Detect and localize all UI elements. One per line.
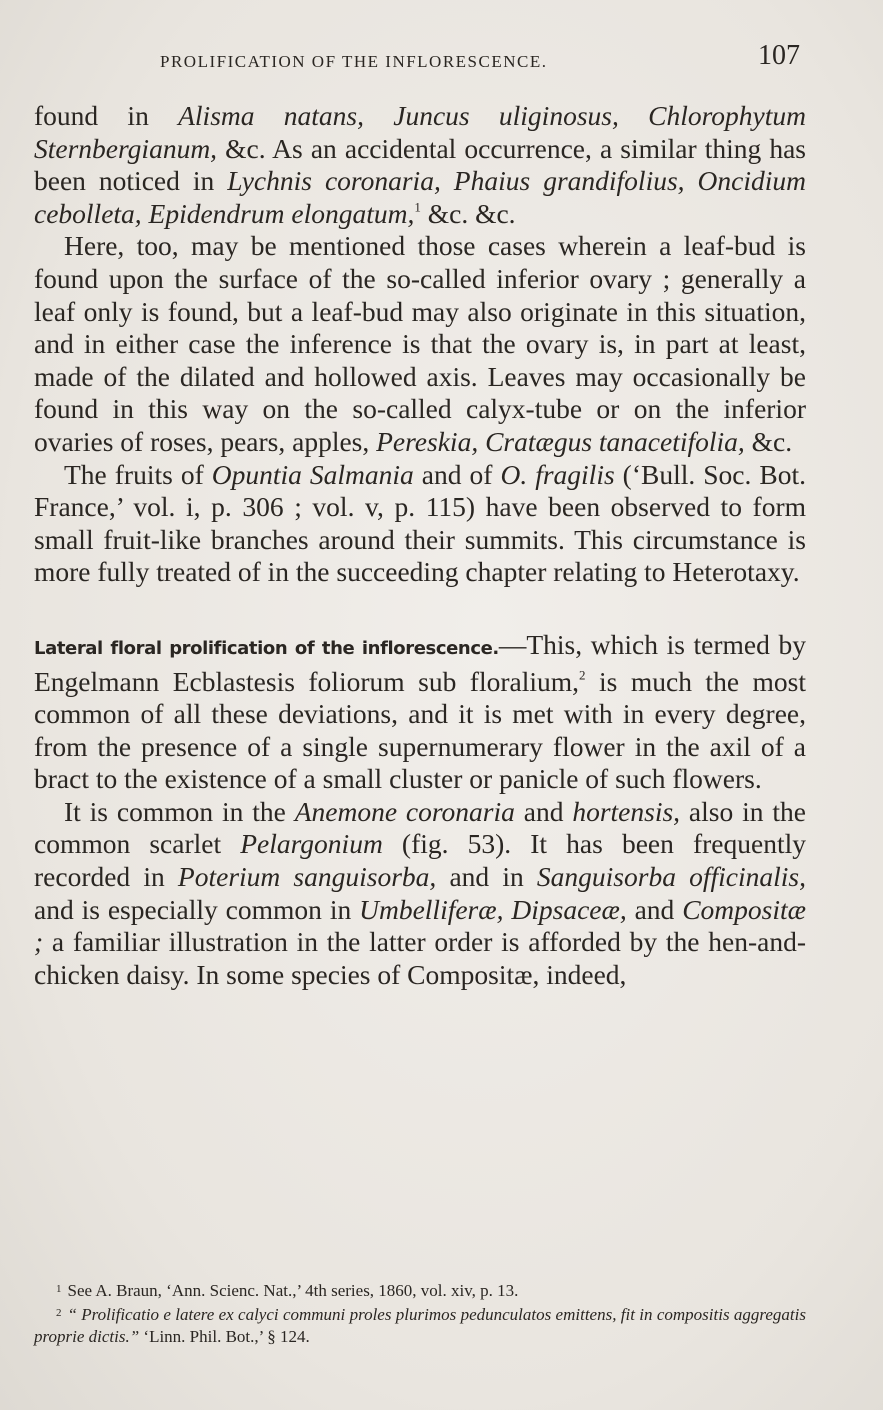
italic-run: Compositæ ; — [34, 893, 806, 958]
text-run: (fig. 53). It has been frequently recorded in — [34, 828, 806, 893]
text-run: It is common in the — [64, 795, 295, 827]
text-run: and is especially common in — [34, 893, 360, 925]
body-text — [34, 100, 806, 991]
text-run: (‘Bull. Soc. Bot. France,’ vol. i, p. 306 ; vol. v, p. 115) have been observed to form small fruit-like branches around their summits. This circumstance is more fully treated of in the succeeding chapter relating to Heterotaxy. — [34, 458, 807, 588]
text-run: found in — [34, 100, 179, 131]
text-run: &c. &c. — [420, 197, 516, 229]
italic-run: Sanguisorba officinalis, — [536, 861, 807, 893]
paragraph-1 — [34, 100, 806, 230]
text-run: and of — [413, 458, 501, 490]
text-run: and — [626, 893, 683, 925]
footnote-quote: “ Prolificatio e latere ex calyci communi proles plurimos pedunculatos emittens, fit in compositis aggregatis proprie dictis.” — [34, 1304, 806, 1346]
text-run: is much the most common of all these deviations, and it is met with in every degree, from the presence of a single supernumerary flower in the axil of a bract to the existence of a small cluster or panicle of such flowers. — [34, 665, 806, 795]
footnote-citation: ‘Linn. Phil. Bot.,’ § 124. — [139, 1326, 310, 1346]
footnote-ref-2: 2 — [579, 666, 586, 682]
footnote-ref-1: 1 — [414, 199, 421, 215]
running-head: PROLIFICATION OF THE INFLORESCENCE. — [160, 52, 548, 71]
page-number: 107 — [758, 40, 800, 71]
section-heading: Lateral floral prolification of the inflorescence. — [34, 637, 499, 659]
page-header — [40, 38, 800, 78]
footnote-number: 2 — [56, 1306, 62, 1319]
italic-run: Pereskia, Cratægus tanacetifolia, — [376, 425, 745, 457]
footnote-2 — [34, 1302, 806, 1348]
text-run: also in the common scarlet — [34, 795, 806, 860]
italic-run: Umbelliferæ, Dipsaceæ, — [359, 893, 627, 925]
paragraph-5 — [34, 796, 806, 992]
footnote-text: See A. Braun, ‘Ann. Scienc. Nat.,’ 4th series, 1860, vol. xiv, p. 13. — [67, 1280, 519, 1300]
paragraph-3 — [34, 459, 806, 589]
text-run: The fruits of — [64, 458, 212, 490]
paragraph-4 — [34, 629, 806, 796]
text-run: Here, too, may be mentioned those cases wherein a leaf-bud is found upon the surface of the so-called inferior ovary ; generally a leaf only is found, but a leaf-bud may also originate in this situation, and in either case the inference is that the ovary is, in part at least, made of the dilated and hollowed axis. Leaves may occasionally be found in this way on the so-called calyx-tube or on the inferior ovaries of roses, pears, apples, — [34, 230, 806, 457]
italic-run: Alisma natans, Juncus uliginosus, Chlorophytum Sternbergianum, — [34, 100, 806, 164]
italic-run: hortensis, — [572, 795, 681, 827]
italic-run: Pelargonium — [240, 828, 383, 860]
footnote-1 — [34, 1278, 806, 1302]
italic-run: O. fragilis — [500, 458, 615, 490]
text-run: and — [514, 795, 573, 827]
text-run: a familiar illustration in the latter order is afforded by the hen-and-chicken daisy. In some species of Compositæ, indeed, — [34, 926, 806, 990]
italic-run: Opuntia Salmania — [211, 458, 414, 490]
text-run: —This, which is termed by Engelmann Ecblastesis foliorum sub floralium, — [34, 628, 806, 697]
paragraph-2 — [34, 230, 806, 458]
italic-run: Anemone coronaria — [294, 795, 515, 827]
footnotes — [34, 1278, 806, 1348]
text-run: &c. As an accidental occurrence, a similar thing has been noticed in — [34, 132, 806, 197]
italic-run: Lychnis coronaria, Phaius grandifolius, Oncidium cebolleta, Epidendrum elongatum, — [34, 165, 806, 229]
text-run: and in — [436, 861, 537, 893]
italic-run: Poterium sanguisorba, — [177, 861, 437, 893]
text-run: &c. — [744, 425, 793, 457]
footnote-number: 1 — [56, 1283, 62, 1295]
